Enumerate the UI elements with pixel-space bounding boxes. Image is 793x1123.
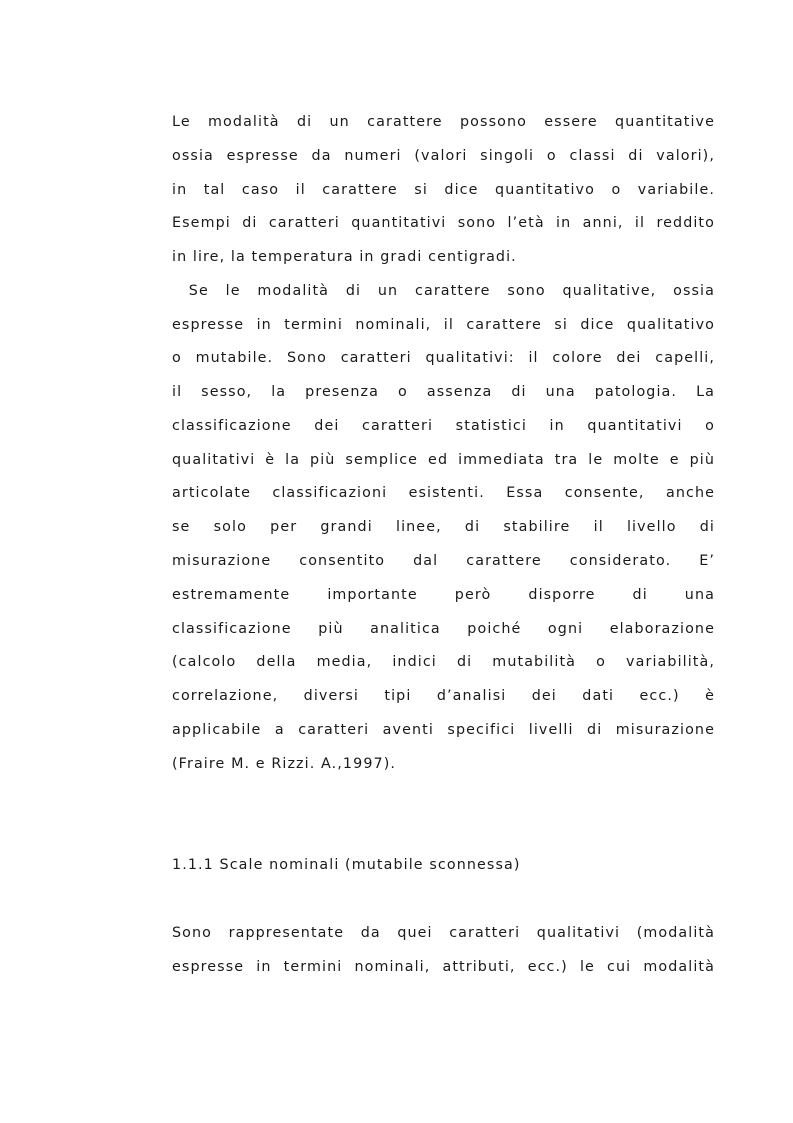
paragraph-line: misurazione consentito dal carattere considerato. E’ <box>172 553 715 569</box>
paragraph-line: articolate classificazioni esistenti. Essa consente, anche <box>172 485 715 501</box>
paragraph-line: (Fraire M. e Rizzi. A.,1997). <box>172 756 397 772</box>
paragraph-line: espresse in termini nominali, attributi, ecc.) le cui modalità <box>172 959 715 975</box>
paragraph-line: correlazione, diversi tipi d’analisi dei dati ecc.) è <box>172 688 715 704</box>
paragraph-line: applicabile a caratteri aventi specifici livelli di misurazione <box>172 722 715 738</box>
paragraph-line: o mutabile. Sono caratteri qualitativi: il colore dei capelli, <box>172 350 715 366</box>
paragraph-line: ossia espresse da numeri (valori singoli o classi di valori), <box>172 148 715 164</box>
paragraph-line: (calcolo della media, indici di mutabilità o variabilità, <box>172 654 715 670</box>
paragraph-line: classificazione dei caratteri statistici in quantitativi o <box>172 418 715 434</box>
paragraph-line: Esempi di caratteri quantitativi sono l’età in anni, il reddito <box>172 215 715 231</box>
paragraph-line: qualitativi è la più semplice ed immediata tra le molte e più <box>172 452 715 468</box>
paragraph-line: in tal caso il carattere si dice quantitativo o variabile. <box>172 182 715 198</box>
paragraph-line: il sesso, la presenza o assenza di una patologia. La <box>172 384 715 400</box>
paragraph-line: estremamente importante però disporre di una <box>172 587 715 603</box>
paragraph-line: in lire, la temperatura in gradi centigradi. <box>172 249 517 265</box>
section-heading: 1.1.1 Scale nominali (mutabile sconnessa) <box>172 857 521 873</box>
paragraph-line: classificazione più analitica poiché ogni elaborazione <box>172 621 715 637</box>
paragraph-line: espresse in termini nominali, il carattere si dice qualitativo <box>172 317 715 333</box>
paragraph-line: se solo per grandi linee, di stabilire il livello di <box>172 519 715 535</box>
paragraph-line: Le modalità di un carattere possono essere quantitative <box>172 114 715 130</box>
paragraph-line: Se le modalità di un carattere sono qualitative, ossia <box>172 283 715 299</box>
paragraph-line: Sono rappresentate da quei caratteri qualitativi (modalità <box>172 925 715 941</box>
